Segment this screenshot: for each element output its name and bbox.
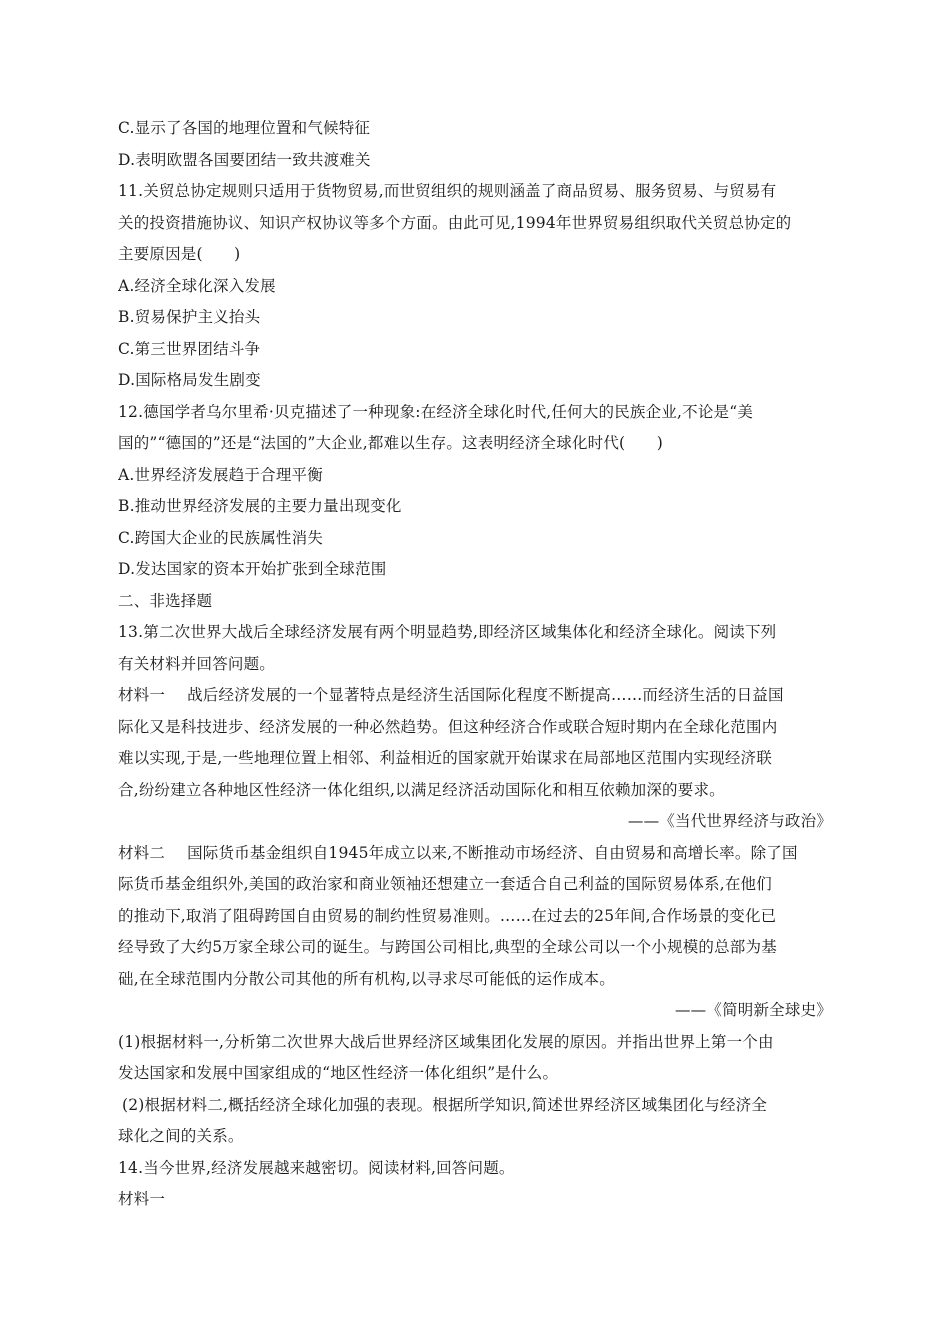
q13-stem-line-1: 13.第二次世界大战后全球经济发展有两个明显趋势,即经济区域集体化和经济全球化。阅读下列 — [118, 623, 777, 641]
section-heading: 二、非选择题 — [118, 591, 213, 610]
q13-sub1-line-1: (1)根据材料一,分析第二次世界大战后世界经济区域集团化发展的原因。并指出世界上第一个由 — [118, 1032, 774, 1051]
q13-material-2-line-2: 际货币基金组织外,美国的政治家和商业领袖还想建立一套适合自己利益的国际贸易体系,在他们 — [118, 875, 772, 893]
q12-option-b: B.推动世界经济发展的主要力量出现变化 — [118, 497, 402, 515]
q12-option-c: C.跨国大企业的民族属性消失 — [118, 528, 324, 547]
q13-material-1-line-2: 际化又是科技进步、经济发展的一种必然趋势。但这种经济合作或联合短时期内在全球化范围内 — [118, 717, 778, 736]
q14-stem-line-1: 14.当今世界,经济发展越来越密切。阅读材料,回答问题。 — [118, 1158, 515, 1177]
q13-material-2-line-3: 的推动下,取消了阻碍跨国自由贸易的制约性贸易准则。……在过去的25年间,合作场景的变化已 — [118, 906, 777, 925]
q13-material-2-line-4: 经导致了大约5万家全球公司的诞生。与跨国公司相比,典型的全球公司以一个小规模的总部为基 — [118, 938, 777, 956]
q13-stem-line-2: 有关材料并回答问题。 — [118, 654, 276, 673]
q13-material-1-line-3: 难以实现,于是,一些地理位置上相邻、利益相近的国家就开始谋求在局部地区范围内实现经济联 — [118, 749, 772, 767]
q13-sub2-line-2: 球化之间的关系。 — [118, 1127, 244, 1145]
q12-stem-line-2: 国的”“德国的”还是“法国的”大企业,都难以生存。这表明经济全球化时代( ) — [118, 434, 663, 452]
q13-material-1-source: ——《当代世界经济与政治》 — [627, 812, 832, 830]
q13-material-1-line-1 — [118, 680, 832, 712]
q10-option-c: C.显示了各国的地理位置和气候特征 — [118, 119, 371, 137]
q13-material-1-line-4: 合,纷纷建立各种地区性经济一体化组织,以满足经济活动国际化和相互依赖加深的要求。 — [118, 780, 725, 799]
q14-material-1-label: 材料一 — [118, 1190, 166, 1208]
q11-option-a: A.经济全球化深入发展 — [118, 276, 276, 295]
q11-option-c: C.第三世界团结斗争 — [118, 339, 261, 358]
q11-stem-line-2: 关的投资措施协议、知识产权协议等多个方面。由此可见,1994年世界贸易组织取代关贸总协定的 — [118, 213, 792, 232]
q12-option-d: D.发达国家的资本开始扩张到全球范围 — [118, 560, 387, 578]
material-text: 战后经济发展的一个显著特点是经济生活国际化程度不断提高……而经济生活的日益国 — [187, 686, 784, 704]
q11-option-b: B.贸易保护主义抬头 — [118, 308, 261, 326]
q11-option-d: D.国际格局发生剧变 — [118, 371, 261, 389]
q13-material-2-source: ——《简明新全球史》 — [674, 1001, 832, 1019]
q11-stem-line-3: 主要原因是( ) — [118, 245, 241, 263]
q13-material-2-line-1 — [118, 838, 832, 870]
q11-stem-line-1: 11.关贸总协定规则只适用于货物贸易,而世贸组织的规则涵盖了商品贸易、服务贸易、与贸易有 — [118, 182, 777, 200]
q12-stem-line-1: 12.德国学者乌尔里希·贝克描述了一种现象:在经济全球化时代,任何大的民族企业,不论是“美 — [118, 402, 754, 421]
q13-sub1-line-2: 发达国家和发展中国家组成的“地区性经济一体化组织”是什么。 — [118, 1064, 559, 1082]
q10-option-d: D.表明欧盟各国要团结一致共渡难关 — [118, 150, 371, 169]
material-label: 材料二 — [118, 843, 166, 862]
q12-option-a: A.世界经济发展趋于合理平衡 — [118, 465, 323, 484]
material-text: 国际货币基金组织自1945年成立以来,不断推动市场经济、自由贸易和高增长率。除了国 — [187, 843, 798, 862]
q13-material-2-line-5: 础,在全球范围内分散公司其他的所有机构,以寻求尽可能低的运作成本。 — [118, 969, 615, 988]
q13-sub2-line-1: (2)根据材料二,概括经济全球化加强的表现。根据所学知识,简述世界经济区域集团化与经济全 — [122, 1095, 768, 1114]
material-label: 材料一 — [118, 686, 166, 704]
